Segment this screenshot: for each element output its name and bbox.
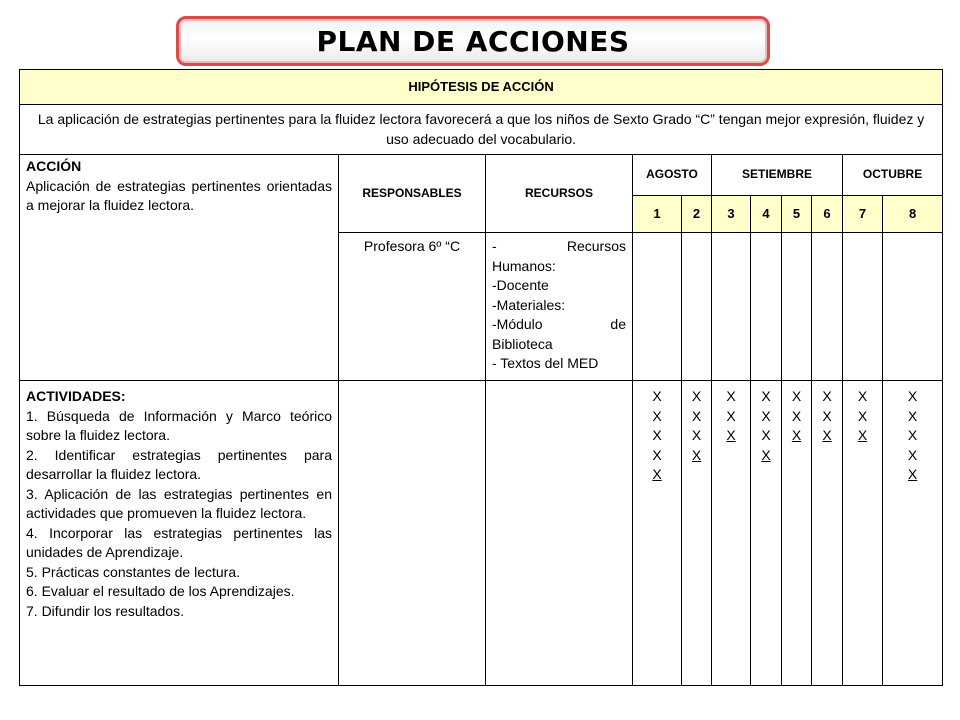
recurso-line: Biblioteca [492, 335, 553, 352]
recurso-line: -Materiales: [492, 296, 566, 313]
x-mark: X [791, 427, 802, 443]
actividad-item: 2. Identificar estrategias pertinentes para desarrollar la fluidez lectora. [26, 446, 332, 482]
recurso-line: -Módulo de [492, 316, 626, 332]
actividad-item: 4. Incorporar las estrategias pertinentes las unidades de Aprendizaje. [26, 524, 332, 560]
x-mark: X [652, 407, 662, 424]
title-banner [176, 16, 770, 66]
x-mark: X [822, 407, 832, 424]
empty-cell [486, 381, 633, 686]
responsables-header: RESPONSABLES [339, 155, 486, 233]
x-mark: X [652, 427, 662, 443]
month-setiembre: SETIEMBRE [712, 155, 843, 196]
actividades-title: ACTIVIDADES: [26, 388, 126, 404]
actividad-item: 3. Aplicación de las estrategias pertinentes en actividades que promueven la fluidez lectora. [26, 485, 332, 521]
week-8: 8 [883, 196, 943, 233]
actividad-item: 6. Evaluar el resultado de los Aprendizajes. [26, 583, 295, 599]
x-mark: X [907, 466, 918, 482]
empty-cell [843, 233, 883, 381]
empty-cell [812, 233, 843, 381]
recurso-line: -Docente [492, 277, 549, 293]
empty-cell [782, 233, 812, 381]
x-mark: X [652, 466, 662, 482]
action-plan-table [19, 69, 943, 686]
x-mark: X [726, 388, 736, 404]
month-agosto: AGOSTO [633, 155, 712, 196]
x-mark: X [726, 427, 736, 443]
week-2-marks [682, 381, 712, 686]
x-mark: X [691, 407, 702, 424]
accion-title: ACCIÓN [26, 158, 82, 174]
week-6: 6 [812, 196, 843, 233]
hypothesis-header: HIPÓTESIS DE ACCIÓN [20, 70, 943, 105]
week-7: 7 [843, 196, 883, 233]
actividades-cell [20, 381, 339, 686]
responsable-cell: Profesora 6º “C [339, 233, 486, 381]
week-4: 4 [751, 196, 782, 233]
page-title: PLAN DE ACCIONES [316, 24, 630, 58]
empty-cell [339, 381, 486, 686]
week-8-marks [883, 381, 943, 686]
x-mark: X [822, 388, 832, 404]
week-5: 5 [782, 196, 812, 233]
week-4-marks [751, 381, 782, 686]
x-mark: X [652, 446, 662, 463]
week-3: 3 [712, 196, 751, 233]
actividad-item: 7. Difundir los resultados. [26, 602, 184, 619]
week-2: 2 [682, 196, 712, 233]
x-mark: X [822, 427, 832, 443]
x-mark: X [907, 407, 918, 424]
empty-cell [682, 233, 712, 381]
x-mark: X [691, 388, 702, 404]
x-mark: X [907, 388, 918, 404]
actividad-item: 1. Búsqueda de Información y Marco teórico sobre la fluidez lectora. [26, 407, 332, 443]
x-mark: X [761, 407, 771, 424]
empty-cell [751, 233, 782, 381]
x-mark: X [761, 388, 771, 404]
recursos-cell [486, 233, 633, 381]
x-mark: X [907, 446, 918, 463]
actividad-item: 5. Prácticas constantes de lectura. [26, 563, 240, 580]
recursos-header: RECURSOS [486, 155, 633, 233]
hypothesis-text: La aplicación de estrategias pertinentes para la fluidez lectora favorecerá a que los niños de Sexto Grado “C” tengan mejor expresión, fluidez y uso adecuado del vocabulario. [20, 105, 943, 155]
x-mark: X [857, 427, 868, 443]
empty-cell [712, 233, 751, 381]
x-mark: X [907, 427, 918, 443]
recurso-line: Humanos: [492, 257, 556, 274]
x-mark: X [761, 427, 771, 443]
x-mark: X [652, 388, 662, 404]
recurso-line: - Textos del MED [492, 355, 599, 371]
empty-cell [883, 233, 943, 381]
week-5-marks [782, 381, 812, 686]
x-mark: X [791, 407, 802, 424]
week-1: 1 [633, 196, 682, 233]
empty-cell [633, 233, 682, 381]
week-3-marks [712, 381, 751, 686]
x-mark: X [857, 407, 868, 424]
accion-cell [20, 155, 339, 381]
month-octubre: OCTUBRE [843, 155, 943, 196]
week-6-marks [812, 381, 843, 686]
week-7-marks [843, 381, 883, 686]
x-mark: X [691, 427, 702, 443]
week-1-marks [633, 381, 682, 686]
x-mark: X [857, 388, 868, 404]
accion-text: Aplicación de estrategias pertinentes orientadas a mejorar la fluidez lectora. [26, 177, 332, 213]
x-mark: X [691, 446, 702, 463]
x-mark: X [791, 388, 802, 404]
x-mark: X [761, 446, 771, 463]
x-mark: X [726, 407, 736, 424]
recurso-line: - Recursos [492, 238, 626, 254]
